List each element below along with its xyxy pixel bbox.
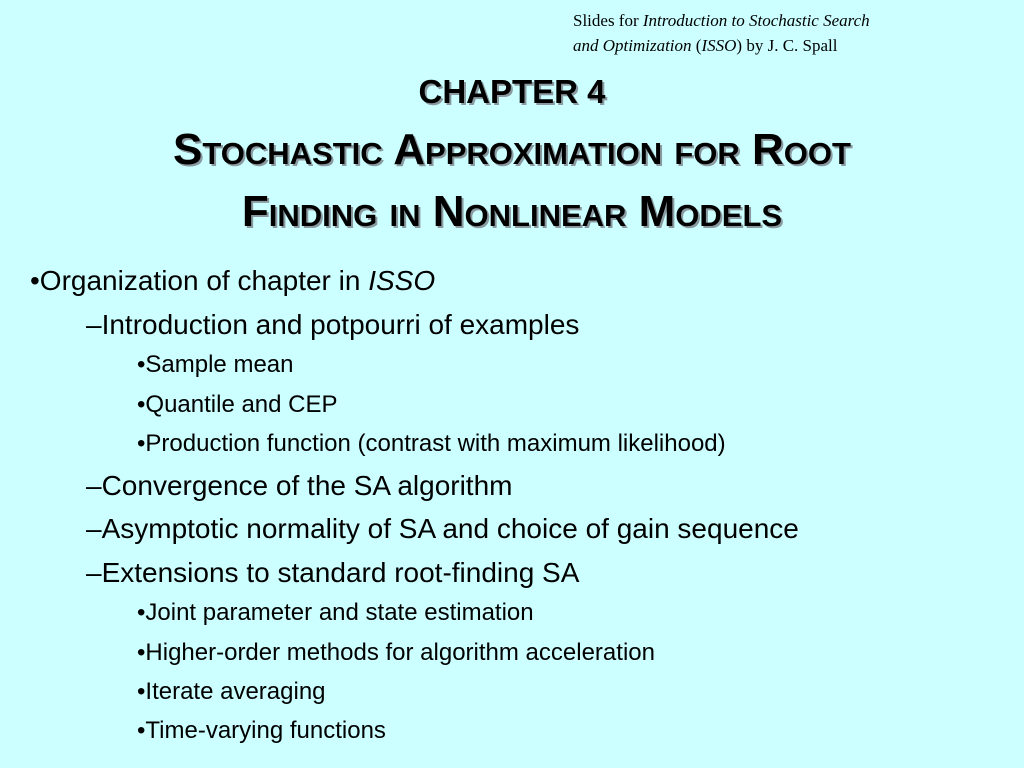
outline-main-text: •Organization of chapter in <box>30 265 369 296</box>
credit-paren-open: ( <box>691 36 702 55</box>
outline-subitem-sample-mean: •Sample mean <box>137 351 294 378</box>
outline-subitem-quantile: •Quantile and CEP <box>137 391 338 418</box>
outline-item-introduction: –Introduction and potpourri of examples <box>86 309 580 340</box>
credit-author: ) by J. C. Spall <box>736 36 838 55</box>
outline-subitem-iterate-averaging: •Iterate averaging <box>137 678 326 705</box>
outline-subitem-joint-estimation: •Joint parameter and state estimation <box>137 599 534 626</box>
chapter-title-line-1: Stochastic Approximation for Root <box>173 125 851 174</box>
chapter-title-line-2: Finding in Nonlinear Models <box>241 187 783 236</box>
outline-subitem-production-function: •Production function (contrast with maximum likelihood) <box>137 430 726 457</box>
outline-subitem-higher-order: •Higher-order methods for algorithm acceleration <box>137 639 655 666</box>
outline-item-extensions: –Extensions to standard root-finding SA <box>86 557 580 588</box>
book-title-part-1: Introduction to Stochastic Search <box>642 11 870 30</box>
book-abbreviation: ISSO <box>701 36 737 55</box>
outline-main-bullet <box>30 264 435 298</box>
slide-credit <box>573 8 1013 58</box>
outline-item-asymptotic-normality: –Asymptotic normality of SA and choice of gain sequence <box>86 513 799 544</box>
credit-line-2 <box>573 33 1013 58</box>
credit-line-1 <box>573 8 1013 33</box>
outline-item-convergence: –Convergence of the SA algorithm <box>86 470 513 501</box>
outline-subitem-time-varying: •Time-varying functions <box>137 717 386 744</box>
chapter-number: CHAPTER 4 <box>418 73 606 110</box>
credit-prefix: Slides for <box>573 11 643 30</box>
book-title-part-2: and Optimization <box>573 36 692 55</box>
outline-main-italic: ISSO <box>368 265 436 296</box>
